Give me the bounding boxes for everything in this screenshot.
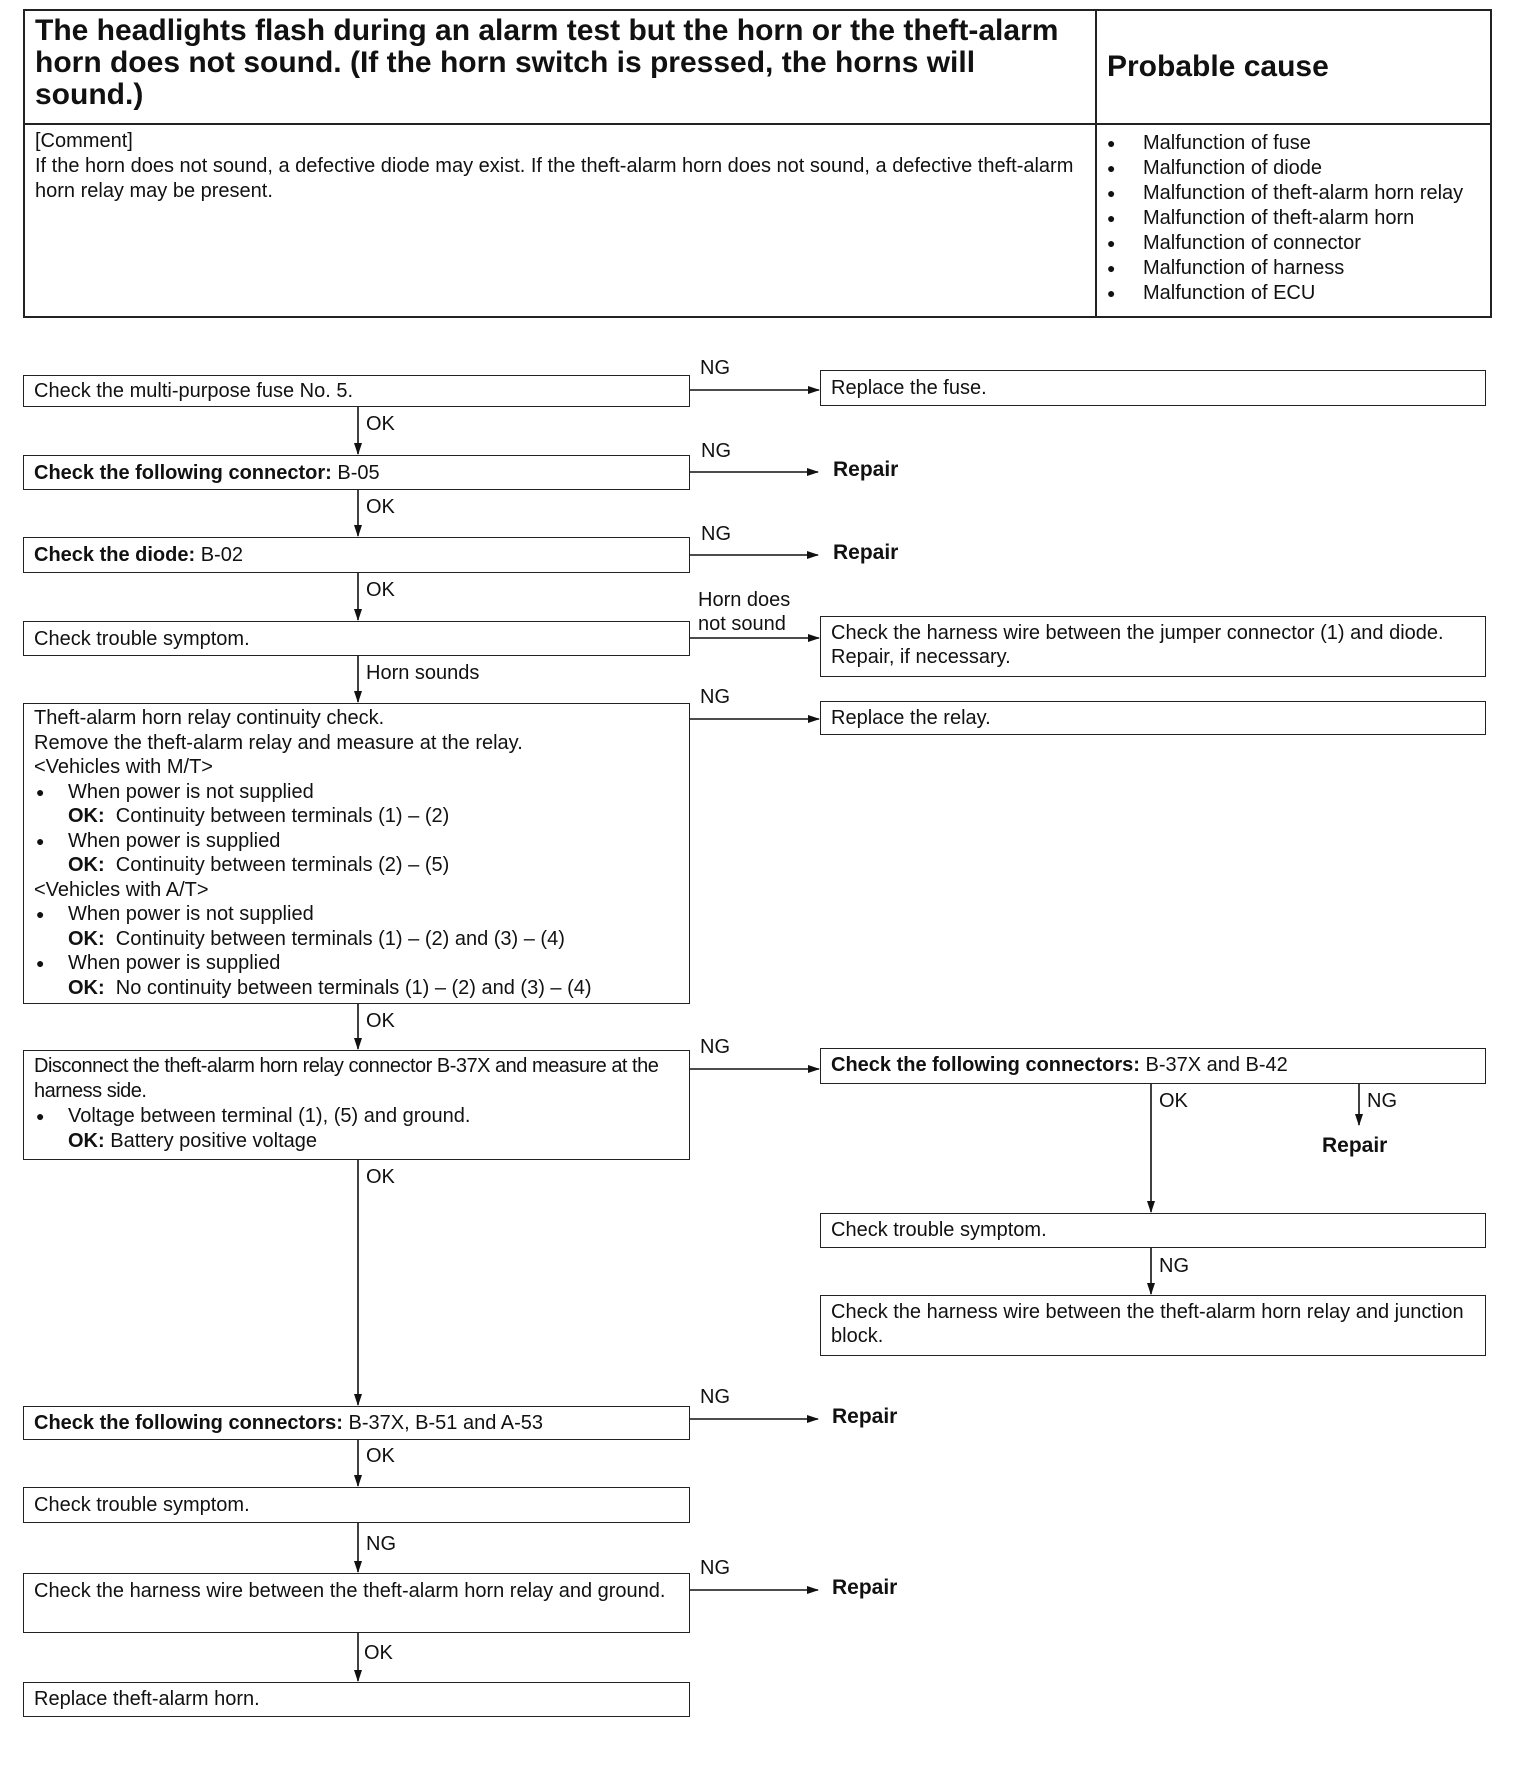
- step-value: B-05: [331, 462, 380, 484]
- ok-label: OK: [366, 1010, 395, 1032]
- step-check-trouble-symptom-2: Check trouble symptom.: [23, 1487, 690, 1523]
- ng-label: NG: [366, 1533, 396, 1555]
- repair-label: Repair: [833, 541, 899, 564]
- cause-item: ● Malfunction of harness: [1107, 256, 1480, 281]
- repair-label: Repair: [832, 1405, 898, 1428]
- symptom-title: The headlights flash during an alarm test but the horn or the theft-alarm horn does not sound. (If the horn switch is pressed, the horns will sound.): [24, 10, 1096, 124]
- action-check-connectors-b37x-b42: [820, 1048, 1486, 1084]
- repair-label: Repair: [1322, 1134, 1388, 1157]
- step-check-connectors-b37x-b51-a53: [23, 1406, 690, 1440]
- cause-item: ● Malfunction of theft-alarm horn: [1107, 206, 1480, 231]
- ok-label: OK:: [68, 1130, 105, 1152]
- cause-item: ● Malfunction of theft-alarm horn relay: [1107, 181, 1480, 206]
- condition-item: ● When power is supplied: [34, 951, 679, 976]
- ok-label: OK: [364, 1642, 393, 1664]
- ok-label: OK:: [68, 976, 105, 999]
- horn-not-sound-label-1: Horn does: [698, 589, 791, 611]
- step-relay-continuity-check: [23, 703, 690, 1004]
- ok-text: Continuity between terminals (1) – (2) and (3) – (4): [115, 927, 565, 950]
- measure-text: Disconnect the theft-alarm horn relay connector B-37X and measure at the harness side.: [34, 1055, 659, 1102]
- step-value: B-37X and B-42: [1139, 1054, 1288, 1076]
- ng-label: NG: [700, 357, 730, 379]
- cause-item: ● Malfunction of diode: [1107, 156, 1480, 181]
- cause-item: ● Malfunction of ECU: [1107, 281, 1480, 306]
- probable-cause-heading: Probable cause: [1096, 10, 1491, 124]
- ng-label: NG: [700, 1036, 730, 1058]
- ng-label: NG: [1367, 1090, 1397, 1112]
- ok-label: OK: [366, 579, 395, 601]
- step-check-trouble-symptom: Check trouble symptom.: [23, 621, 690, 656]
- ok-label: OK: [366, 1445, 395, 1467]
- ok-line: [34, 976, 679, 1001]
- ng-label: NG: [700, 1386, 730, 1408]
- step-check-connector-b05: [23, 455, 690, 490]
- step-label: Check the following connector:: [34, 462, 332, 484]
- ng-label: NG: [700, 1557, 730, 1579]
- at-heading: <Vehicles with A/T>: [34, 878, 209, 901]
- mt-heading: <Vehicles with M/T>: [34, 756, 213, 778]
- step-check-diode: [23, 537, 690, 573]
- horn-not-sound-label-2: not sound: [698, 613, 786, 635]
- ok-label: OK: [1159, 1090, 1188, 1112]
- action-check-trouble-symptom: Check trouble symptom.: [820, 1213, 1486, 1248]
- ok-text: Battery positive voltage: [104, 1130, 318, 1152]
- ok-line: [34, 804, 679, 829]
- ok-text: Continuity between terminals (2) – (5): [115, 854, 450, 876]
- condition-item: ● When power is not supplied: [34, 780, 679, 805]
- condition-item: ● When power is not supplied: [34, 902, 679, 927]
- step-label: Check the following connectors:: [34, 1412, 343, 1434]
- action-check-harness-junction: Check the harness wire between the theft-alarm horn relay and junction block.: [820, 1295, 1486, 1356]
- ok-label: OK:: [68, 854, 105, 876]
- measure-bullet: ● Voltage between terminal (1), (5) and ground.: [34, 1104, 679, 1129]
- ok-label: OK:: [68, 805, 105, 827]
- ok-line: [34, 927, 679, 952]
- ok-label: OK: [366, 496, 395, 518]
- ok-label: OK: [366, 1166, 395, 1188]
- repair-label: Repair: [832, 1576, 898, 1599]
- relay-check-line: Remove the theft-alarm relay and measure at the relay.: [34, 731, 523, 754]
- relay-check-line: Theft-alarm horn relay continuity check.: [34, 707, 385, 729]
- step-check-harness-ground: Check the harness wire between the theft-alarm horn relay and ground.: [23, 1573, 690, 1633]
- repair-label: Repair: [833, 458, 899, 481]
- cause-item: ● Malfunction of fuse: [1107, 131, 1480, 156]
- condition-item: ● When power is supplied: [34, 829, 679, 854]
- ok-label: OK:: [68, 927, 105, 950]
- ok-label: OK: [366, 413, 395, 435]
- step-label: Check the diode:: [34, 544, 196, 566]
- ng-label: NG: [1159, 1255, 1189, 1277]
- step-replace-horn: Replace theft-alarm horn.: [23, 1682, 690, 1717]
- ng-label: NG: [700, 686, 730, 708]
- ok-line: [34, 853, 679, 878]
- action-replace-relay: Replace the relay.: [820, 701, 1486, 735]
- step-check-fuse: Check the multi-purpose fuse No. 5.: [23, 375, 690, 407]
- comment-text: If the horn does not sound, a defective diode may exist. If the theft-alarm horn does not sound, a defective theft-alarm horn relay may be present.: [35, 155, 1074, 202]
- step-value: B-02: [195, 544, 243, 566]
- action-check-harness-jumper: Check the harness wire between the jumper connector (1) and diode. Repair, if necessary.: [820, 616, 1486, 677]
- ng-label: NG: [701, 440, 731, 462]
- step-measure-harness-side: [23, 1050, 690, 1160]
- horn-sounds-label: Horn sounds: [366, 662, 480, 684]
- step-label: Check the following connectors:: [831, 1054, 1140, 1076]
- step-value: B-37X, B-51 and A-53: [342, 1412, 544, 1434]
- ok-line: [34, 1129, 679, 1154]
- ok-text: No continuity between terminals (1) – (2) and (3) – (4): [115, 976, 592, 999]
- cause-item: ● Malfunction of connector: [1107, 231, 1480, 256]
- comment-label: [Comment]: [35, 130, 133, 152]
- action-replace-fuse: Replace the fuse.: [820, 370, 1486, 406]
- ok-text: Continuity between terminals (1) – (2): [115, 805, 450, 827]
- ng-label: NG: [701, 523, 731, 545]
